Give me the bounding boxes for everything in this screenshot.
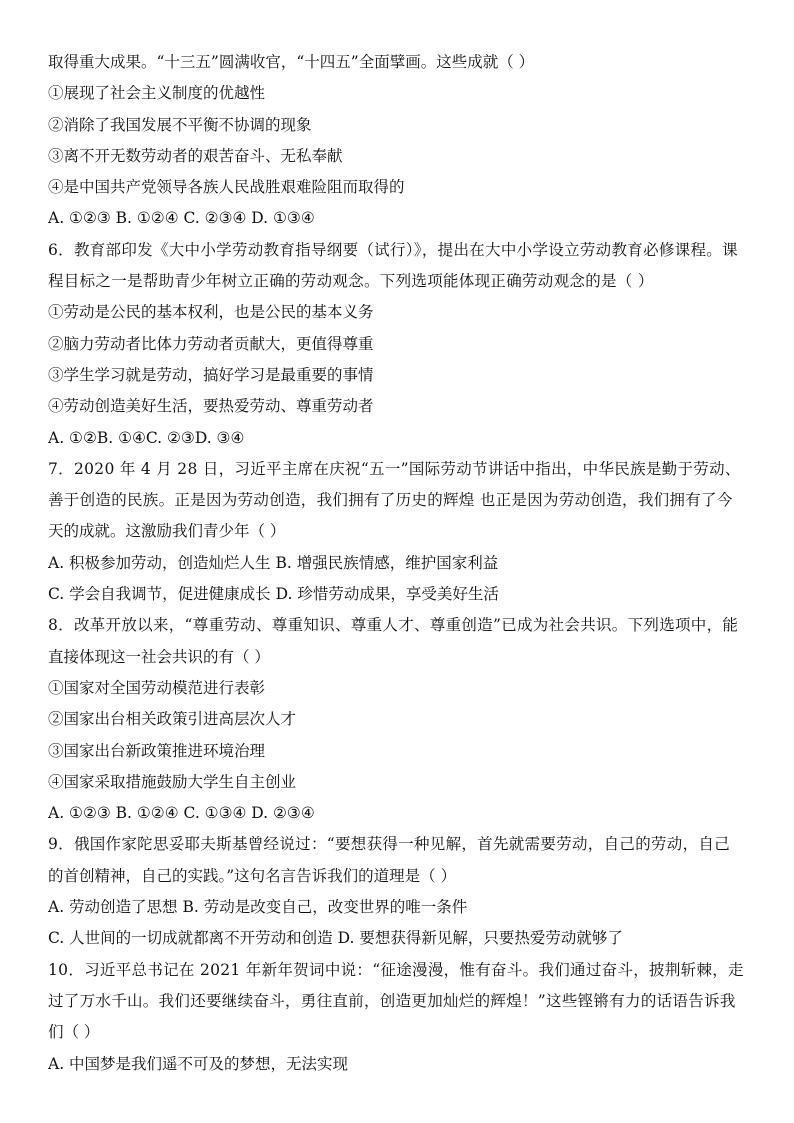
q8-stem-line-2: 直接体现这一社会共识的有（ ） xyxy=(48,647,270,666)
q8-statement-2: ②国家出台相关政策引进高层次人才 xyxy=(48,710,297,729)
q10-stem-line-3: 们（ ） xyxy=(48,1023,100,1042)
q9-stem-line-1: 9．俄国作家陀思妥耶夫斯基曾经说过：“要想获得一种见解，首先就需要劳动，自己的劳动，自己 xyxy=(48,835,730,854)
q8-statement-1: ①国家对全国劳动模范进行表彰 xyxy=(48,678,266,697)
q10-option-a: A. 中国梦是我们遥不可及的梦想，无法实现 xyxy=(48,1054,349,1073)
q7-options-cd: C. 学会自我调节，促进健康成长 D. 珍惜劳动成果，享受美好生活 xyxy=(48,585,499,604)
q7-stem-line-3: 天的成就。这激励我们青少年（ ） xyxy=(48,522,286,541)
q7-stem-line-1: 7．2020 年 4 月 28 日，习近平主席在庆祝“五一”国际劳动节讲话中指出，中华民族是勤于劳动、 xyxy=(48,459,741,478)
q7-options-ab: A. 积极参加劳动，创造灿烂人生 B. 增强民族情感，维护国家利益 xyxy=(48,553,499,572)
q6-statement-4: ④劳动创造美好生活，要热爱劳动、尊重劳动者 xyxy=(48,397,374,416)
q6-statement-1: ①劳动是公民的基本权利，也是公民的基本义务 xyxy=(48,303,374,322)
q6-stem-line-2: 程目标之一是帮助青少年树立正确的劳动观念。下列选项能体现正确劳动观念的是（ ） xyxy=(48,272,654,291)
q7-stem-line-2: 善于创造的民族。正是因为劳动创造，我们拥有了历史的辉煌 也正是因为劳动创造，我们拥有了今 xyxy=(48,491,733,510)
exam-page xyxy=(48,47,748,1080)
q8-stem-line-1: 8．改革开放以来，“尊重劳动、尊重知识、尊重人才、尊重创造”已成为社会共识。下列选项中，能 xyxy=(48,616,739,635)
q8-statement-4: ④国家采取措施鼓励大学生自主创业 xyxy=(48,772,297,791)
q9-stem-line-2: 的首创精神，自己的实践。”这句名言告诉我们的道理是（ ） xyxy=(48,866,457,885)
q5-options: A. ①②③ B. ①②④ C. ②③④ D. ①③④ xyxy=(48,209,315,228)
q6-statement-2: ②脑力劳动者比体力劳动者贡献大，更值得尊重 xyxy=(48,334,374,353)
q9-options-ab: A. 劳动创造了思想 B. 劳动是改变自己，改变世界的唯一条件 xyxy=(48,898,468,917)
q5-statement-3: ③离不开无数劳动者的艰苦奋斗、无私奉献 xyxy=(48,146,343,165)
q8-statement-3: ③国家出台新政策推进环境治理 xyxy=(48,741,266,760)
q6-stem-line-1: 6．教育部印发《大中小学劳动教育指导纲要（试行）》，提出在大中小学设立劳动教育必修课程。课 xyxy=(48,240,738,259)
q9-options-cd: C. 人世间的一切成就都离不开劳动和创造 D. 要想获得新见解，只要热爱劳动就够了 xyxy=(48,929,623,948)
q5-statement-4: ④是中国共产党领导各族人民战胜艰难险阻而取得的 xyxy=(48,178,405,197)
q10-stem-line-1: 10．习近平总书记在 2021 年新年贺词中说：“征途漫漫，惟有奋斗。我们通过奋斗，披荆斩棘，走 xyxy=(48,960,744,979)
q10-stem-line-2: 过了万水千山。我们还要继续奋斗，勇往直前，创造更加灿烂的辉煌！”这些铿锵有力的话语告诉我 xyxy=(48,991,736,1010)
q6-statement-3: ③学生学习就是劳动，搞好学习是最重要的事情 xyxy=(48,365,374,384)
q6-options: A. ①②B. ①④C. ②③D. ③④ xyxy=(48,428,245,447)
q5-statement-1: ①展现了社会主义制度的优越性 xyxy=(48,84,266,103)
q5-stem-continued: 取得重大成果。“十三五”圆满收官，“十四五”全面擘画。这些成就（ ） xyxy=(48,53,535,71)
q8-options: A. ①②③ B. ①②④ C. ①③④ D. ②③④ xyxy=(48,804,315,823)
q5-statement-2: ②消除了我国发展不平衡不协调的现象 xyxy=(48,115,312,134)
